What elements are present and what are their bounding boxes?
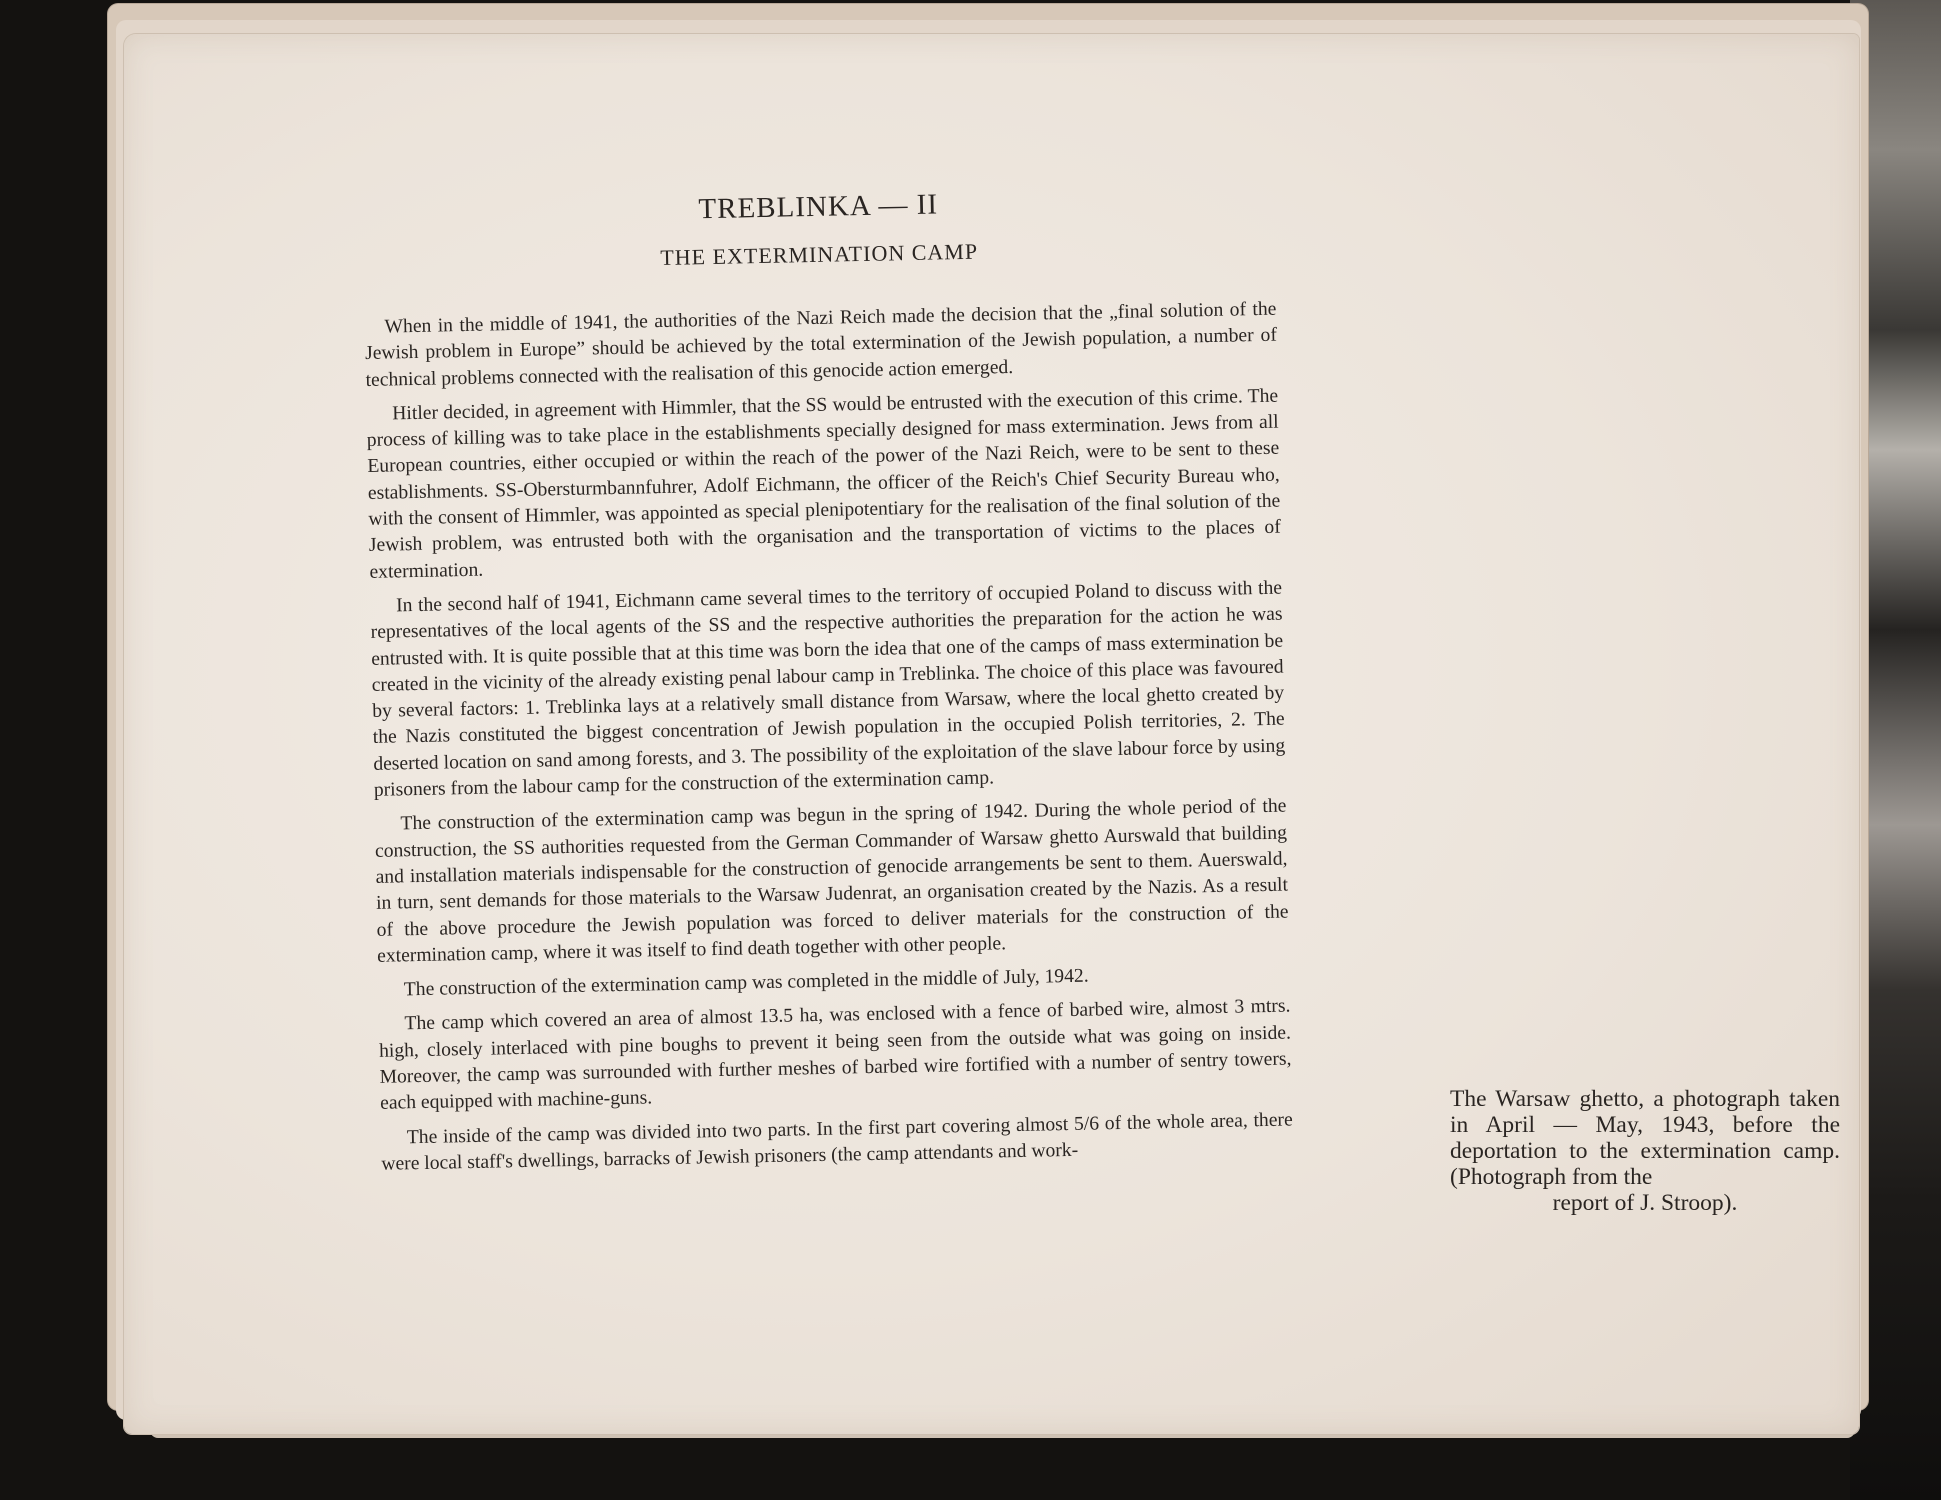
paragraph: The camp which covered an area of almost 13.5 ha, was enclosed with a fence of barbed wire, almost 3 mtrs. high, closely interlaced with pine boughs to prevent it being seen from the outside what was going on inside. Moreover, the camp was surrounded with further meshes of barbed wire fortified with a number of sentry towers, each equipped with machine-guns.	[378, 995, 1292, 1115]
paragraph: In the second half of 1941, Eichmann came several times to the territory of occupied Poland to discuss with the representatives of the local agents of the SS and the respective authorities the preparation for the action he was entrusted with. It is quite possible that at this time was born the idea that one of the camps of mass extermination be created in the vicinity of the already existing penal labour camp in Treblinka. The choice of this place was favoured by several factors: 1. Treblinka lays at a relatively small distance from Warsaw, where the local ghetto created by the Nazis constituted the biggest concentration of Jewish population in the occupied Polish territories, 2. The deserted location on sand among forests, and 3. The possibility of the exploitation of the slave labour force by using prisoners from the labour camp for the construction of the extermination camp.	[370, 577, 1286, 801]
page-subtitle: THE EXTERMINATION CAMP	[660, 238, 979, 271]
photo-caption	[1450, 1086, 1840, 1216]
paragraph: The construction of the extermination camp was begun in the spring of 1942. During the whole period of the construction, the SS authorities requested from the German Commander of Warsaw ghetto Aurswald that building and installation materials indispensable for the construction of genocide arrangements be sent to them. Auerswald, in turn, sent demands for those materials to the Warsaw Judenrat, an organisation created by the Nazis. As a result of the above procedure the Jewish population was forced to deliver materials for the construction of the extermination camp, where it was itself to find death together with other people.	[374, 795, 1289, 967]
paragraph: The inside of the camp was divided into two parts. In the first part covering almost 5/6 of the whole area, there were local staff's dwellings, barracks of Jewish prisoners (the camp attendants and work-	[381, 1109, 1293, 1175]
caption-last-line: report of J. Stroop).	[1552, 1190, 1738, 1216]
main-text-block	[362, 182, 1294, 1186]
paragraph: When in the middle of 1941, the authorities of the Nazi Reich made the decision that the „final solution of the Jewish problem in Europe” should be achieved by the total extermination of the Jewish population, a number of technical problems connected with the realisation of this genocide action emerged.	[364, 298, 1278, 391]
paragraph: The construction of the extermination camp was completed in the middle of July, 1942.	[403, 965, 1089, 1001]
paragraph: Hitler decided, in agreement with Himmler, that the SS would be entrusted with the execution of this crime. The process of killing was to take place in the establishments specially designed for mass extermination. Jews from all European countries, either occupied or within the reach of the power of the Nazi Reich, were to be sent to these establishments. SS-Obersturmbannfuhrer, Adolf Eichmann, the officer of the Reich's Chief Security Bureau who, with the consent of Himmler, was appointed as special plenipotentiary for the realisation of the final solution of the Jewish problem, was entrusted both with the organisation and the transportation of victims to the places of extermination.	[366, 385, 1281, 583]
page-title: TREBLINKA — II	[698, 188, 939, 226]
caption-text: The Warsaw ghetto, a photograph taken in April — May, 1943, before the deportation to the extermination camp. (Photograph from the	[1450, 1086, 1840, 1190]
